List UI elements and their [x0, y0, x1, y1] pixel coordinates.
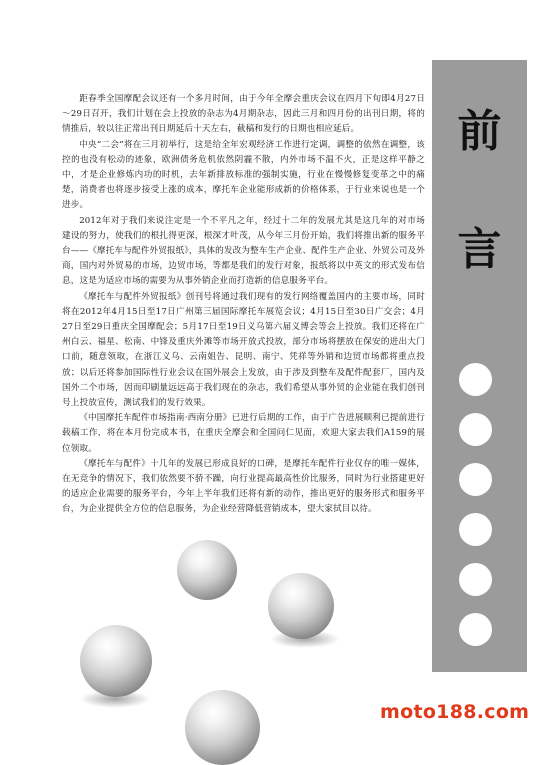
decorative-sphere-1: [80, 625, 152, 697]
paragraph: 《中国摩托车配件市场指南·西南分册》已进行后期的工作，由于广告进展顺利已提前进行载稿工作，将在本月份完成本书，在重庆全摩会和全国问仁见面，欢迎大家去我们A159的展位领取。: [62, 413, 425, 454]
decorative-dot-2: [459, 413, 492, 446]
site-watermark: moto188.com: [380, 701, 530, 723]
paragraph: 距春季全国摩配会议还有一个多月时间，由于今年全摩会重庆会议在四月下旬即4月27日～29日召开，我们计划在会上投放的杂志为4月期杂志，因此三月和四月份的出刊日期，将的情推后，较以往正常出刊日期延后十天左右，截稿和发行的日期也相应延后。: [62, 94, 425, 135]
decorative-sphere-3: [268, 573, 334, 639]
title-char-qian: 前: [457, 106, 502, 157]
paragraph: 《摩托车与配件》十几年的发展已形成良好的口碑，是摩托车配件行业仅存的唯一媒体，在无竞争的情况下，我们依然要不骄不躁，向行业提高最高性价比服务，同时为行业搭建更好的适应企业需要的服务平台，今年上半年我们还将有新的动作，推出更好的服务形式和服务平台，为企业提供全方位的信息服务，为企业经营降低营销成本，望大家拭目以待。: [62, 458, 425, 515]
decorative-dot-3: [459, 463, 492, 496]
decorative-dot-6: [459, 613, 492, 646]
decorative-dot-4: [459, 513, 492, 546]
preface-body: [62, 92, 425, 518]
decorative-sphere-2: [177, 540, 237, 600]
decorative-dot-5: [459, 563, 492, 596]
decorative-sphere-4: [185, 690, 260, 765]
paragraph: 2012年对于我们来说注定是一个不平凡之年，经过十二年的发展尤其是这几年的对市场建设的努力，使我们的根扎得更深，根深才叶茂，从今年三月份开始，我们将推出新的服务平台——《摩托车与配件外贸报纸》，具体的发改为整车生产企业、配件生产企业、外贸公司及外商，国内对外贸易的市场，边贸市场，等都是我们的发行对象，报纸将以中英文的形式发布信息，这是为适应市场的需要为从事外销企业而打造新的信息服务平台。: [62, 215, 425, 287]
sidebar-panel: [432, 60, 527, 672]
paragraph: 《摩托车与配件外贸报纸》创刊号将通过我们现有的发行网络覆盖国内的主要市场，同时将在2012年4月15日至17日广州第三届国际摩托车展览会议；4月15日至30日广交会；4月27日至29日重庆全国摩配会；5月17日至19日义乌第六届义博会等会上投放。我们还将在广州白云、福星、松南、中锋及重庆外滩等市场开放式投放，部分市场将摆放在保安的进出大门口前，随意领取，在浙江义乌、云南姐告、昆明、南宁、凭祥等外销和边贸市场都将重点投放；以后还将参加国际性行业会议在国外展会上发放，由于涉及到整车及配件配套厂，国内及国外二个市场，因而印刷量远远高于我们现在的杂志，我们希望从事外贸的企业能在我们创刊号上投放宣传，测试我们的发行效果。: [62, 291, 425, 409]
paragraph: 中央“二会”将在三月初举行，这是给全年宏观经济工作进行定调，调整的依然在调整，该控的也没有松动的迹象，欧洲债务危机依然阴霾不散，内外市场不温不火，正是这样平静之中，才是企业修炼内功的时机，去年新排放标准的强制实施，行业在慢慢修复变革之中的痛楚，消费者也将逐步接受上涨的成本，摩托车企业能形成新的价格体系，于行业来说也是一个进步。: [62, 139, 425, 211]
title-char-yan: 言: [457, 224, 502, 275]
decorative-dot-1: [459, 363, 492, 396]
